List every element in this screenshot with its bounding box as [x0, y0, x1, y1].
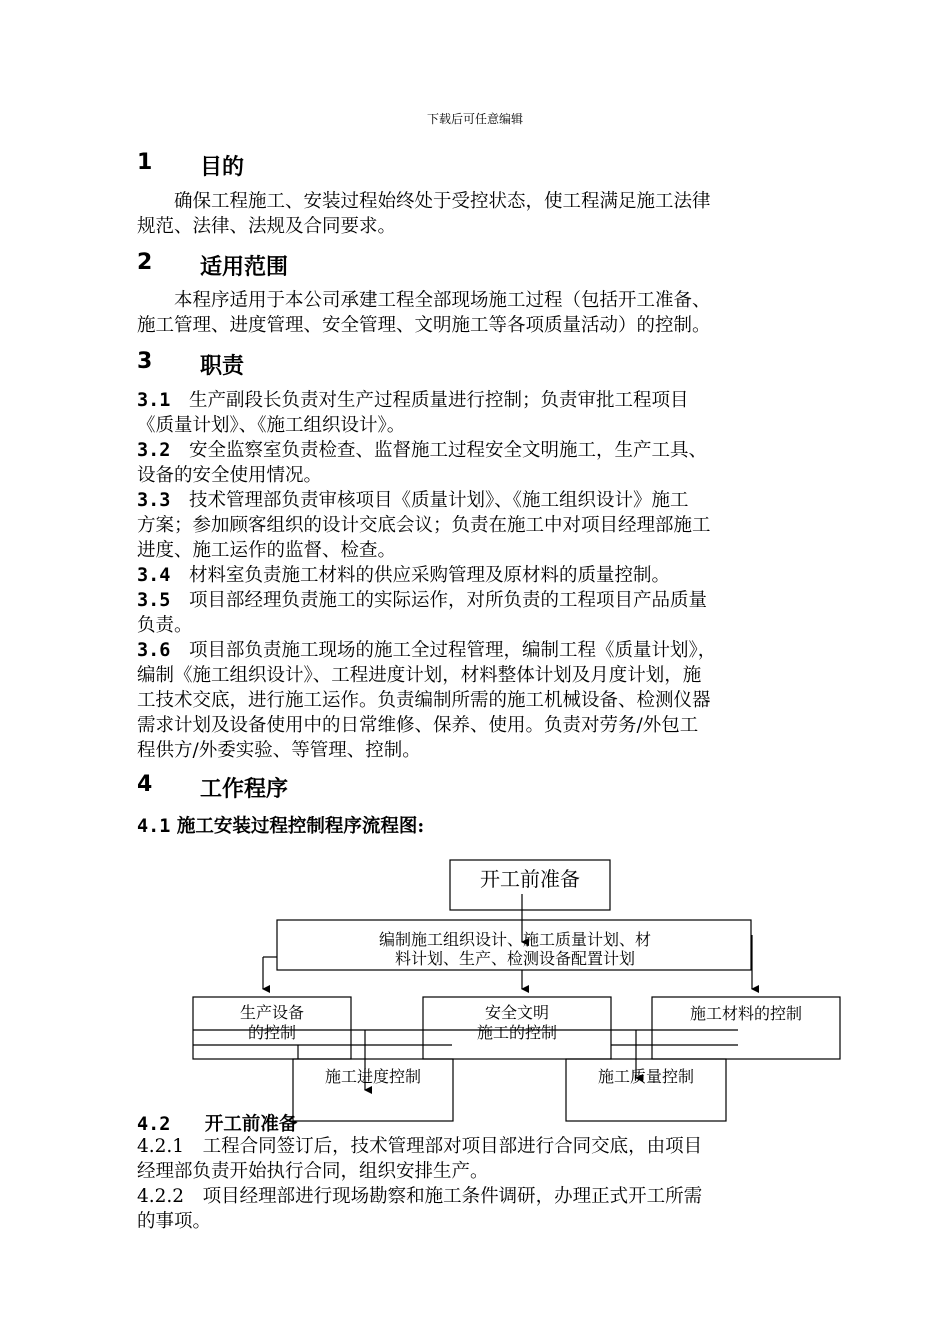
section-number: 1: [137, 150, 153, 175]
flow-equipment-label: 的控制: [247, 1023, 297, 1042]
section-title: 适用范围: [200, 255, 289, 280]
text-line: 生产副段长负责对生产过程质量进行控制；负责审批工程项目: [188, 390, 689, 411]
text-line: 材料室负责施工材料的供应采购管理及原材料的质量控制。: [188, 565, 670, 586]
item-4-2-1: [137, 1134, 702, 1184]
item-4-2-2: [137, 1184, 702, 1234]
text-line: 负责。: [137, 615, 193, 636]
subsection-number: 4.2: [137, 1114, 171, 1135]
section-title: 工作程序: [200, 777, 289, 802]
flow-material-label: 施工材料的控制: [689, 1004, 803, 1023]
text-line: 编制《施工组织设计》、工程进度计划，材料整体计划及月度计划，施: [137, 665, 702, 686]
flow-schedule-label: 施工进度控制: [324, 1067, 422, 1086]
text-line: 方案；参加顾客组织的设计交底会议；负责在施工中对项目经理部施工: [137, 515, 711, 536]
subsection-4-2-heading: [137, 1110, 297, 1136]
text-line: 设备的安全使用情况。: [137, 465, 323, 486]
item-number: 3.6: [137, 640, 171, 661]
text-line: 技术管理部负责审核项目《质量计划》、《施工组织设计》施工: [188, 490, 689, 511]
text-line: 进度、施工运作的监督、检查。: [137, 540, 397, 561]
text-line: 项目经理部进行现场勘察和施工条件调研，办理正式开工所需: [202, 1186, 703, 1207]
flow-plan-label: 料计划、生产、检测设备配置计划: [394, 949, 636, 968]
subsection-title: 施工安装过程控制程序流程图:: [176, 816, 425, 837]
item-number: 3.3: [137, 490, 171, 511]
item-number: 3.4: [137, 565, 171, 586]
text-line: 项目部负责施工现场的施工全过程管理，编制工程《质量计划》，: [188, 640, 717, 661]
flow-equipment-label: 生产设备: [239, 1003, 305, 1022]
section-title: 目的: [200, 155, 245, 180]
section-4-2-body: [137, 1134, 702, 1234]
text-line: 经理部负责开始执行合同，组织安排生产。: [137, 1161, 489, 1182]
page-header: 下载后可任意编辑: [426, 112, 523, 126]
item-number: 3.2: [137, 440, 171, 461]
item-number: 4.2.1: [137, 1136, 185, 1157]
section-number: 3: [137, 349, 153, 374]
flow-plan-label: 编制施工组织设计、施工质量计划、材: [378, 930, 652, 949]
section-number: 4: [137, 772, 153, 797]
flow-start-label: 开工前准备: [480, 867, 580, 891]
section-number: 2: [137, 250, 153, 275]
item-number: 3.1: [137, 390, 171, 411]
item-number: 4.2.2: [137, 1186, 185, 1207]
text-line: 确保工程施工、安装过程始终处于受控状态，使工程满足施工法律: [137, 191, 711, 212]
text-line: 本程序适用于本公司承建工程全部现场施工过程（包括开工准备、: [137, 290, 711, 311]
flow-safety-label: 安全文明: [484, 1003, 550, 1022]
text-line: 项目部经理负责施工的实际运作，对所负责的工程项目产品质量: [188, 590, 707, 611]
subsection-title: 开工前准备: [204, 1114, 298, 1135]
item-number: 3.5: [137, 590, 171, 611]
text-line: 安全监察室负责检查、监督施工过程安全文明施工，生产工具、: [188, 440, 707, 461]
flow-safety-label: 施工的控制: [476, 1023, 558, 1042]
text-line: 规范、法律、法规及合同要求。: [137, 216, 397, 237]
text-line: 需求计划及设备使用中的日常维修、保养、使用。负责对劳务/外包工: [137, 715, 699, 736]
text-line: 的事项。: [137, 1211, 212, 1232]
text-line: 工技术交底，进行施工运作。负责编制所需的施工机械设备、检测仪器: [137, 690, 711, 711]
section-title: 职责: [200, 354, 245, 379]
text-line: 工程合同签订后，技术管理部对项目部进行合同交底，由项目: [202, 1136, 703, 1157]
text-line: 施工管理、进度管理、安全管理、文明施工等各项质量活动）的控制。: [137, 315, 711, 336]
subsection-number: 4.1: [137, 816, 171, 837]
text-line: 程供方/外委实验、等管理、控制。: [137, 740, 421, 761]
text-line: 《质量计划》、《施工组织设计》。: [137, 415, 406, 436]
flow-quality-label: 施工质量控制: [597, 1067, 695, 1086]
